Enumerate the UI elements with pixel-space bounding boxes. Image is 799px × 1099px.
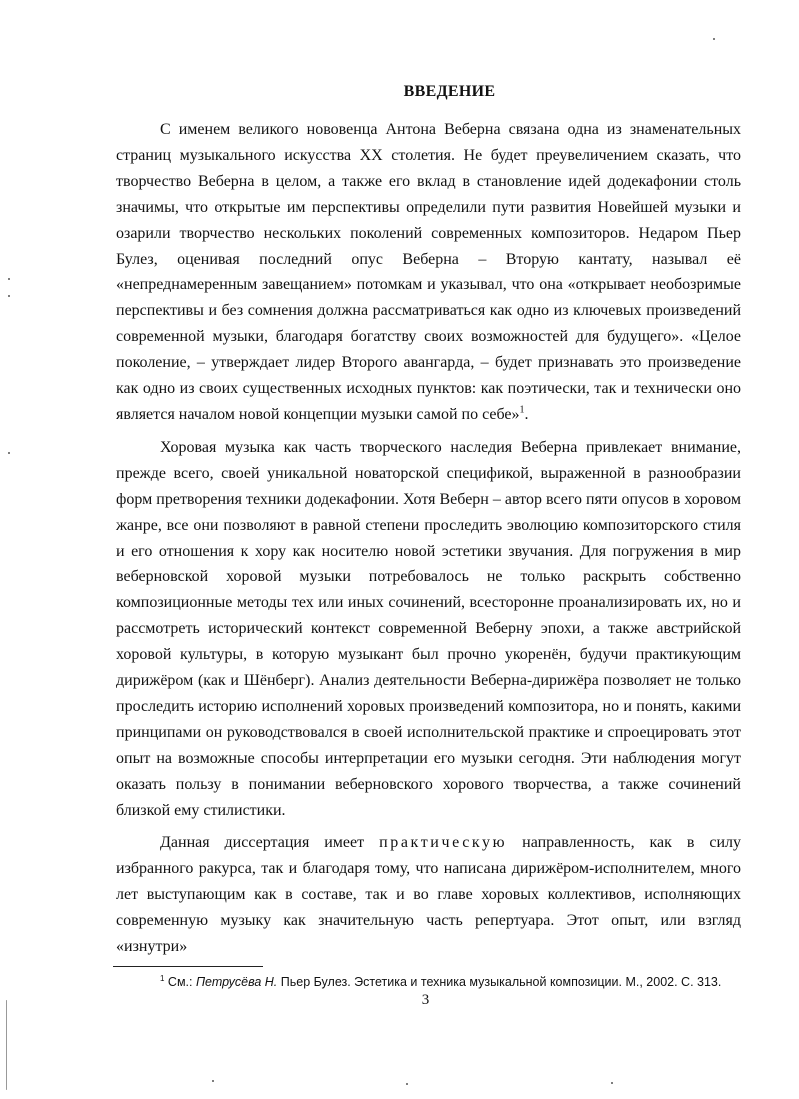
footnote-prefix: См.:: [164, 975, 196, 989]
scan-artifact: [8, 295, 10, 297]
paragraph-3-text-start: Данная диссертация имеет: [160, 834, 380, 852]
body-text: [116, 117, 741, 960]
scan-artifact: [713, 38, 715, 40]
paragraph-1-end: .: [524, 405, 529, 423]
scan-artifact: [8, 278, 10, 280]
page-title: ВВЕДЕНИЕ: [403, 83, 496, 100]
scan-artifact: [406, 1083, 408, 1085]
paragraph-3: [116, 830, 741, 960]
footnote-reference[interactable]: 1: [519, 404, 525, 416]
footnote-separator: [113, 966, 263, 967]
paragraph-1: [116, 117, 741, 428]
paragraph-2: Хоровая музыка как часть творческого наследия Веберна привлекает внимание, прежде всего, своей уникальной новаторской спецификой, выраженной в разнообразии форм претворения техники додекафонии. Хотя Веберн – автор всего пяти опусов в хоровом жанре, все они позволяют в равной степени проследить эволюцию композиторского стиля и его отношения к хору как носителю новой эстетики звучания. Для погружения в мир веберновской хоровой музыки потребовалось не только раскрыть собственно композиционные методы тех или иных сочинений, всесторонне проанализировать их, но и рассмотреть исторический контекст современной Веберну эпохи, а также австрийской хоровой культуры, в которую музыкант был прочно укоренён, будучи практикующим дирижёром (как и Шёнберг). Анализ деятельности Веберна-дирижёра позволяет не только проследить историю исполнений хоровых произведений композитора, но и понять, какими принципами он руководствовался в своей исполнительской практике и спроецировать этот опыт на возможные способы интерпретации его музыки сегодня. Эти наблюдения могут оказать пользу в понимании веберновского хорового творчества, а также сочинений близкой ему стилистики.: [116, 438, 741, 819]
page-number: 3: [421, 992, 430, 1008]
footnote-number: 1: [160, 973, 165, 983]
scan-artifact: [6, 1000, 7, 1090]
footnote-author: Петрусёва Н.: [195, 975, 278, 989]
scan-artifact: [212, 1080, 214, 1082]
paragraph-3-text-end: направленность, как в силу избранного ракурса, так и благодаря тому, что написана дирижёром-исполнителем, много лет выступающим как в составе, так и во главе хоровых коллективов, исполняющих современную музыку как значительную часть репертуара. Этот опыт, или взгляд «изнутри»: [116, 834, 742, 956]
footnote-source: Пьер Булез. Эстетика и техника музыкальной композиции. М., 2002. С. 313.: [277, 975, 722, 989]
footnote: [160, 975, 760, 989]
paragraph-1-text: С именем великого нововенца Антона Веберна связана одна из знаменательных страниц музыкального искусства XX столетия. Не будет преувеличением сказать, что творчество Веберна в целом, а также его вклад в становление идей додекафонии столь значимы, что открытые им перспективы определили пути развития Новейшей музыки и озарили творчество нескольких поколений современных композиторов. Недаром Пьер Булез, оценивая последний опус Веберна – Вторую кантату, называл её «непреднамеренным завещанием» потомкам и указывал, что она «открывает необозримые перспективы и без сомнения должна рассматриваться как одно из ключевых произведений современной музыки, благодаря богатству своих возможностей для будущего». «Целое поколение, – утверждает лидер Второго авангарда, – будет признавать это произведение как одно из своих существенных исходных пунктов: как поэтически, так и технически оно является началом новой концепции музыки самой по себе»: [116, 121, 741, 423]
scan-artifact: [611, 1082, 613, 1084]
scan-artifact: [8, 452, 10, 454]
emphasized-word: практическую: [379, 834, 508, 852]
